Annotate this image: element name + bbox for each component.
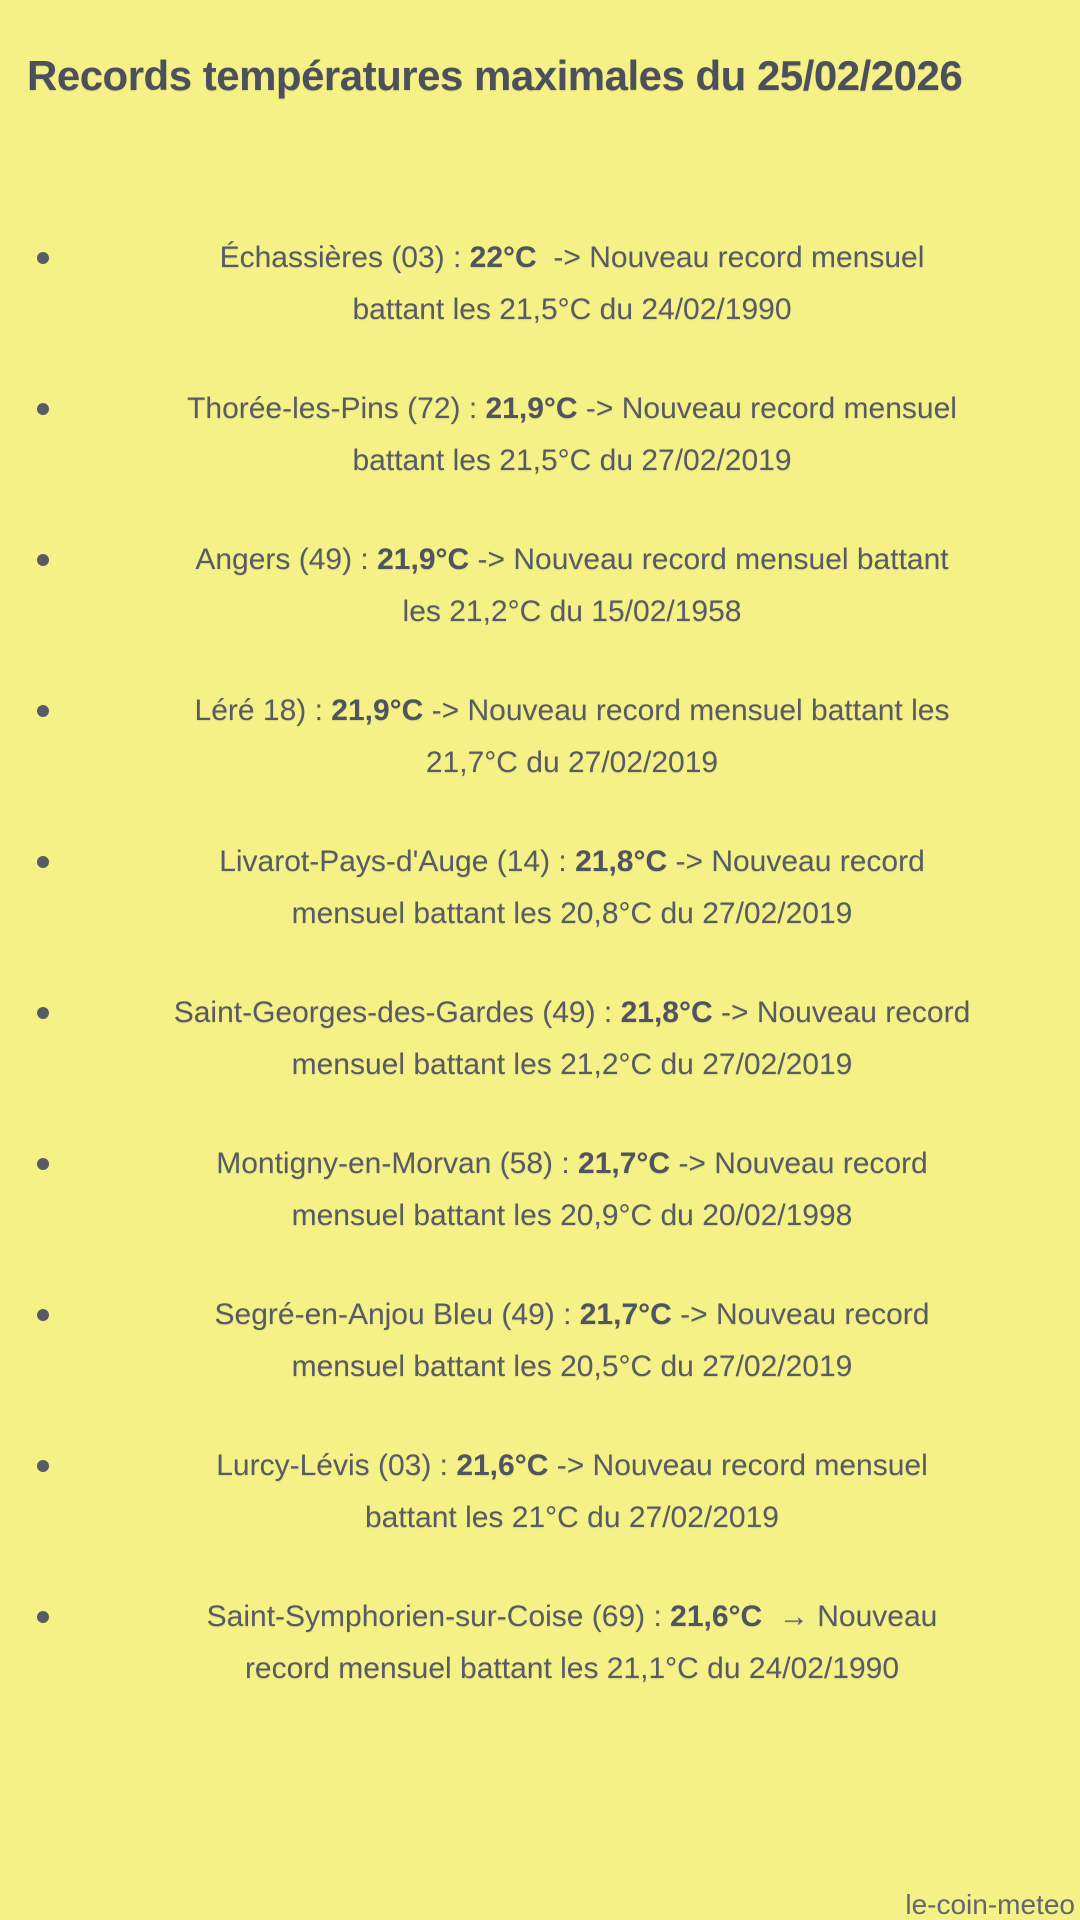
record-line1 — [68, 232, 1076, 284]
temp-value: 21,6°C — [670, 1600, 763, 1633]
bullet-icon — [37, 1460, 49, 1472]
bullet-icon — [37, 1158, 49, 1170]
place-label: Léré 18) : — [194, 694, 332, 727]
record-item — [68, 987, 1076, 1091]
bullet-icon — [37, 1007, 49, 1019]
record-item — [68, 232, 1076, 336]
record-line2: battant les 21°C du 27/02/2019 — [365, 1501, 779, 1534]
place-label: Saint-Symphorien-sur-Coise (69) : — [206, 1600, 671, 1633]
temp-value: 22°C — [469, 241, 537, 274]
record-line1 — [68, 383, 1076, 435]
record-item — [68, 1138, 1076, 1242]
place-label: Lurcy-Lévis (03) : — [216, 1449, 457, 1482]
record-item — [68, 1440, 1076, 1544]
record-line1 — [68, 1138, 1076, 1190]
temp-value: 21,9°C — [485, 392, 578, 425]
record-line2: battant les 21,5°C du 24/02/1990 — [352, 293, 792, 326]
bullet-icon — [37, 705, 49, 717]
bullet-icon — [37, 554, 49, 566]
temp-value: 21,8°C — [620, 996, 713, 1029]
place-label: Livarot-Pays-d'Auge (14) : — [219, 845, 576, 878]
record-text: -> Nouveau record mensuel — [548, 1449, 928, 1482]
record-text: → Nouveau — [762, 1600, 938, 1633]
records-list — [0, 232, 1080, 1695]
record-text: -> Nouveau record — [712, 996, 971, 1029]
record-line1 — [68, 836, 1076, 888]
place-label: Montigny-en-Morvan (58) : — [216, 1147, 579, 1180]
place-label: Échassières (03) : — [219, 241, 470, 274]
place-label: Segré-en-Anjou Bleu (49) : — [214, 1298, 580, 1331]
record-line2: 21,7°C du 27/02/2019 — [425, 746, 719, 779]
record-text: -> Nouveau record — [671, 1298, 930, 1331]
record-item — [68, 534, 1076, 638]
bullet-icon — [37, 856, 49, 868]
temp-value: 21,8°C — [575, 845, 668, 878]
place-label: Angers (49) : — [195, 543, 378, 576]
page-title: Records températures maximales du 25/02/2026 — [27, 52, 963, 99]
record-line1 — [68, 1289, 1076, 1341]
temp-value: 21,7°C — [579, 1298, 672, 1331]
record-text: -> Nouveau record — [667, 845, 925, 878]
record-line1 — [68, 1440, 1076, 1492]
bullet-icon — [37, 1309, 49, 1321]
record-item — [68, 383, 1076, 487]
record-line1 — [68, 534, 1076, 586]
record-item — [68, 685, 1076, 789]
record-item — [68, 1289, 1076, 1393]
record-item — [68, 1591, 1076, 1695]
record-line2: battant les 21,5°C du 27/02/2019 — [352, 444, 792, 477]
bullet-icon — [37, 1611, 49, 1623]
record-line1 — [68, 1591, 1076, 1643]
record-item — [68, 836, 1076, 940]
place-label: Thorée-les-Pins (72) : — [187, 392, 486, 425]
temp-value: 21,6°C — [456, 1449, 549, 1482]
place-label: Saint-Georges-des-Gardes (49) : — [173, 996, 621, 1029]
bullet-icon — [37, 252, 49, 264]
bullet-icon — [37, 403, 49, 415]
watermark-credit: le-coin-meteo — [905, 1889, 1075, 1920]
record-text: -> Nouveau record mensuel battant — [469, 543, 949, 576]
record-line2: mensuel battant les 21,2°C du 27/02/2019 — [291, 1048, 853, 1081]
record-line1 — [68, 987, 1076, 1039]
record-line1 — [68, 685, 1076, 737]
record-line2: mensuel battant les 20,9°C du 20/02/1998 — [291, 1199, 853, 1232]
record-line2: mensuel battant les 20,5°C du 27/02/2019 — [291, 1350, 853, 1383]
record-line2: les 21,2°C du 15/02/1958 — [402, 595, 742, 628]
record-text: -> Nouveau record mensuel — [577, 392, 957, 425]
temp-value: 21,9°C — [377, 543, 470, 576]
record-text: -> Nouveau record mensuel battant les — [423, 694, 950, 727]
temp-value: 21,7°C — [578, 1147, 671, 1180]
temp-value: 21,9°C — [331, 694, 424, 727]
record-text: -> Nouveau record mensuel — [536, 241, 925, 274]
record-line2: mensuel battant les 20,8°C du 27/02/2019 — [291, 897, 853, 930]
record-text: -> Nouveau record — [670, 1147, 928, 1180]
record-line2: record mensuel battant les 21,1°C du 24/02/1990 — [244, 1652, 900, 1685]
